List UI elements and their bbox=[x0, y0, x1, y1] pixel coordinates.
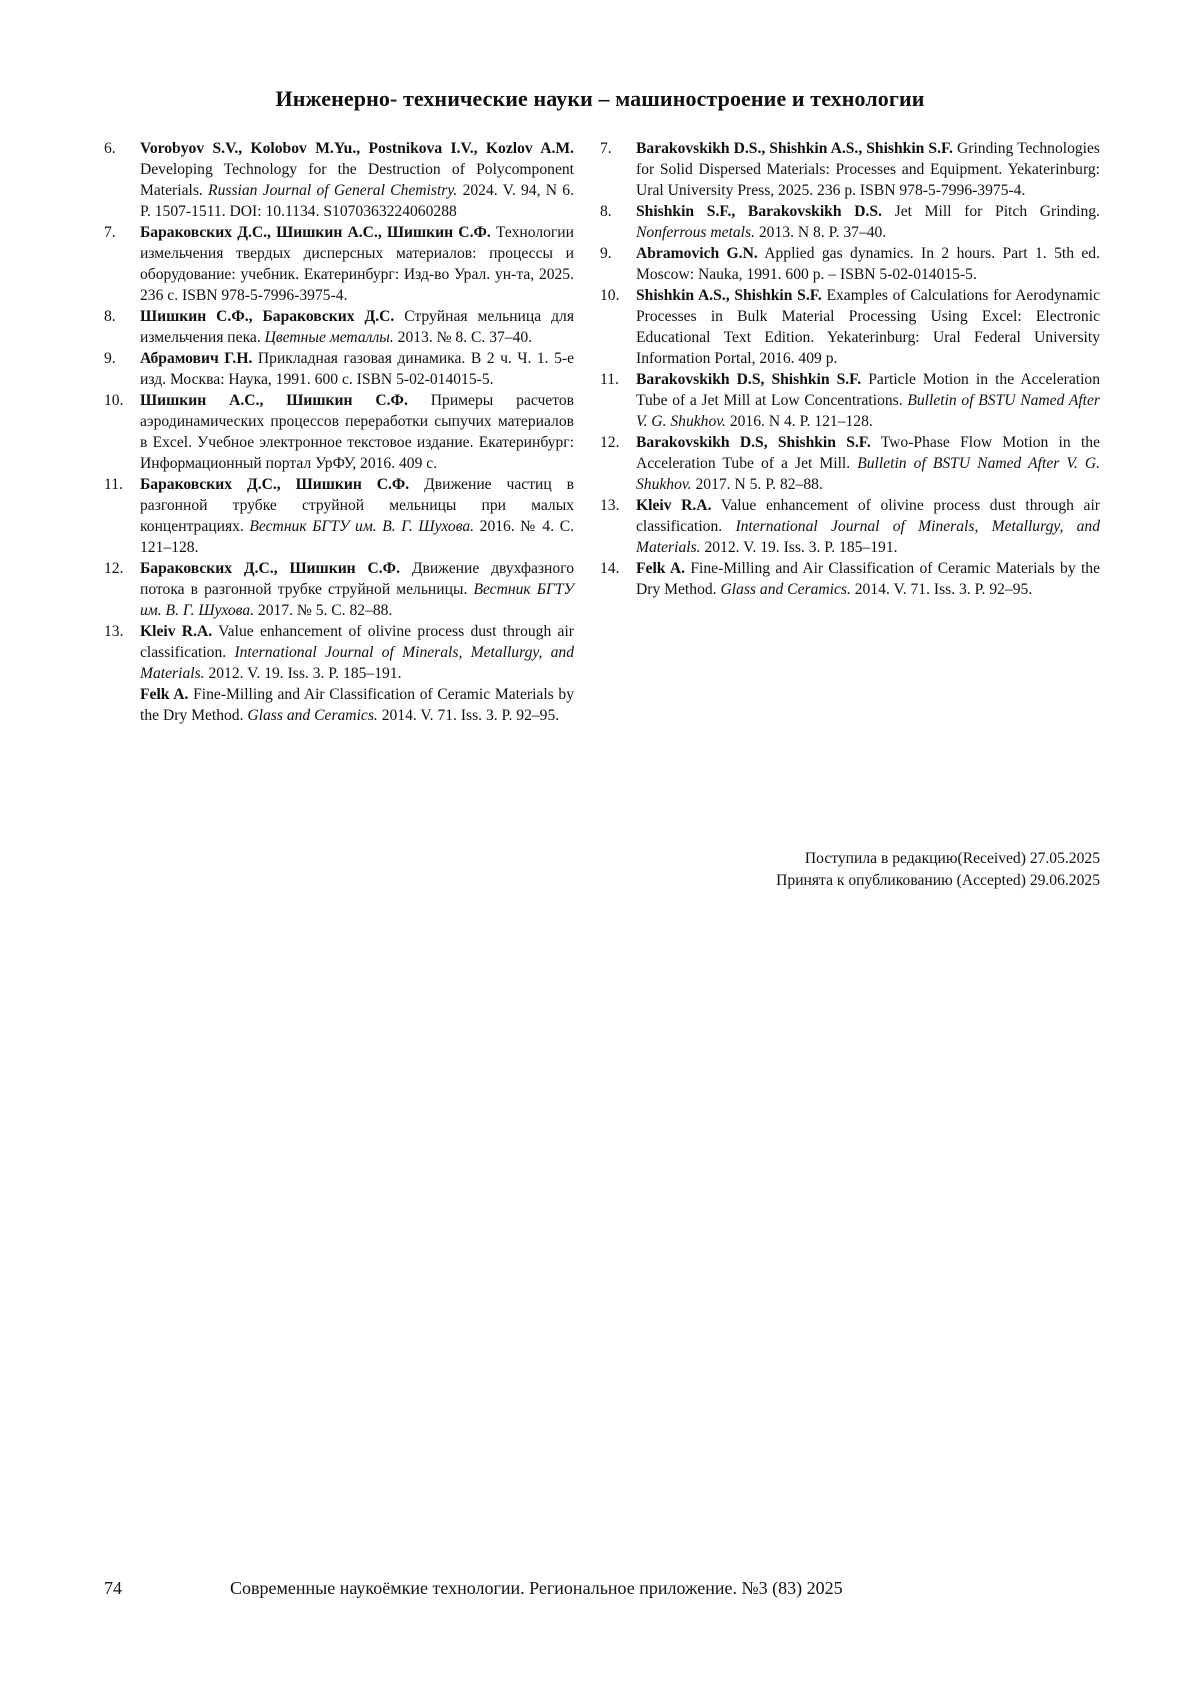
reference-text: Value enhancement of olivine process dust through air classification. bbox=[636, 497, 1100, 535]
reference-journal: Glass and Ceramics. bbox=[720, 581, 851, 598]
reference-item bbox=[600, 432, 1100, 495]
reference-item bbox=[600, 369, 1100, 432]
reference-authors: Felk A. bbox=[636, 560, 686, 577]
reference-text: Струйная мельница для измельчения пека. bbox=[140, 308, 574, 346]
reference-journal: Цветные металлы. bbox=[264, 329, 394, 346]
reference-text: Fine-Milling and Air Classification of Ceramic Materials by the Dry Method. bbox=[140, 686, 575, 724]
reference-authors: Шишкин С.Ф., Бараковских Д.С. bbox=[140, 308, 395, 325]
reference-number: 9. bbox=[104, 350, 116, 367]
reference-item bbox=[600, 138, 1100, 201]
reference-text: Движение двухфазного потока в разгонной трубке струйной мельницы. bbox=[140, 560, 574, 598]
reference-text: Particle Motion in the Acceleration Tube of a Jet Mill at Low Concentrations. bbox=[636, 371, 1100, 409]
reference-text: Applied gas dynamics. In 2 hours. Part 1. 5th ed. Moscow: Nauka, 1991. 600 p. – ISBN 5-02-014015-5. bbox=[636, 245, 1100, 283]
accepted-date: Принята к опубликованию (Accepted) 29.06.2025 bbox=[776, 872, 1100, 889]
reference-journal: International Journal of Minerals, Metallurgy, and Materials. bbox=[636, 518, 1100, 556]
reference-text: Технологии измельчения твердых дисперсных материалов: процессы и оборудование: учебник. Екатеринбург: Изд-во Урал. ун-та, 2025. 236 с. ISBN 978-5-7996-3975-4. bbox=[140, 224, 574, 304]
reference-text: Движение частиц в разгонной трубке струйной мельницы при малых концентрациях. bbox=[140, 476, 574, 535]
reference-tail: 2013. N 8. P. 37–40. bbox=[754, 224, 887, 241]
reference-text: Value enhancement of olivine process dust through air classification. bbox=[140, 623, 575, 661]
reference-journal: Nonferrous metals. bbox=[636, 224, 755, 241]
reference-tail: 2012. V. 19. Iss. 3. P. 185–191. bbox=[204, 665, 402, 682]
reference-journal: International Journal of Minerals, Metallurgy, and Materials. bbox=[140, 644, 574, 682]
reference-number: 7. bbox=[104, 224, 116, 241]
reference-text: Jet Mill for Pitch Grinding. bbox=[881, 203, 1100, 220]
reference-item bbox=[104, 474, 574, 558]
reference-authors: Shishkin A.S., Shishkin S.F. bbox=[636, 287, 822, 304]
reference-authors: Шишкин А.С., Шишкин С.Ф. bbox=[140, 392, 408, 409]
reference-tail: 2014. V. 71. Iss. 3. P. 92–95. bbox=[850, 581, 1033, 598]
reference-number: 12. bbox=[600, 434, 620, 451]
reference-authors: Бараковских Д.С., Шишкин С.Ф. bbox=[140, 560, 400, 577]
reference-journal: Russian Journal of General Chemistry. bbox=[208, 182, 458, 199]
reference-authors: Kleiv R.A. bbox=[636, 497, 712, 514]
reference-tail: 2017. № 5. С. 82–88. bbox=[254, 602, 393, 619]
references-left-column bbox=[104, 138, 574, 726]
references-right-column bbox=[600, 138, 1100, 600]
reference-number: 8. bbox=[104, 308, 116, 325]
received-date: Поступила в редакцию(Received) 27.05.2025 bbox=[804, 850, 1100, 867]
reference-text: Grinding Technologies for Solid Dispersed Materials: Processes and Equipment. Yekaterinburg: Ural University Press, 2025. 236 p. ISBN 978-5-7996-3975-4. bbox=[636, 140, 1100, 199]
reference-text: Two-Phase Flow Motion in the Acceleration Tube of a Jet Mill. bbox=[636, 434, 1100, 472]
reference-number: 11. bbox=[104, 476, 123, 493]
reference-number: 6. bbox=[104, 140, 116, 157]
reference-number: 10. bbox=[600, 287, 620, 304]
reference-tail: 2016. № 4. С. 121–128. bbox=[140, 518, 574, 556]
reference-tail: 2017. N 5. P. 82–88. bbox=[691, 476, 823, 493]
reference-authors: Kleiv R.A. bbox=[140, 623, 213, 640]
section-title: Инженерно- технические науки – машиностроение и технологии bbox=[275, 86, 925, 111]
reference-tail: 2013. № 8. С. 37–40. bbox=[393, 329, 533, 346]
reference-tail: 2014. V. 71. Iss. 3. P. 92–95. bbox=[377, 707, 560, 724]
page-header bbox=[0, 86, 1200, 112]
reference-text: Examples of Calculations for Aerodynamic Processes in Bulk Material Processing Using Excel: Electronic Educational Text Edition. Yekaterinburg: Ural Federal University Information Portal, 2016. 409 p. bbox=[636, 287, 1100, 367]
reference-number: 12. bbox=[104, 560, 124, 577]
reference-item bbox=[600, 243, 1100, 285]
reference-journal: Вестник БГТУ им. В. Г. Шухова. bbox=[140, 581, 575, 619]
reference-item bbox=[104, 306, 574, 348]
reference-tail: 2012. V. 19. Iss. 3. P. 185–191. bbox=[700, 539, 898, 556]
reference-authors: Shishkin S.F., Barakovskikh D.S. bbox=[636, 203, 882, 220]
journal-name: Современные наукоёмкие технологии. Региональное приложение. №3 (83) 2025 bbox=[230, 1578, 843, 1598]
page-number: 74 bbox=[104, 1578, 122, 1598]
reference-item bbox=[104, 138, 574, 222]
reference-text: Developing Technology for the Destruction of Polycomponent Materials. bbox=[140, 161, 574, 199]
reference-text: Прикладная газовая динамика. В 2 ч. Ч. 1. 5-е изд. Москва: Наука, 1991. 600 с. ISBN 5-02-014015-5. bbox=[140, 350, 574, 388]
reference-item bbox=[104, 558, 574, 621]
reference-authors: Vorobyov S.V., Kolobov M.Yu., Postnikova I.V., Kozlov A.M. bbox=[140, 140, 574, 157]
reference-item bbox=[104, 222, 574, 306]
reference-authors: Бараковских Д.С., Шишкин С.Ф. bbox=[140, 476, 410, 493]
reference-journal: Glass and Ceramics. bbox=[247, 707, 378, 724]
reference-authors: Бараковских Д.С., Шишкин А.С., Шишкин С.Ф. bbox=[140, 224, 491, 241]
reference-item bbox=[600, 495, 1100, 558]
reference-number: 9. bbox=[600, 245, 612, 262]
reference-item bbox=[600, 201, 1100, 243]
reference-number: 11. bbox=[600, 371, 619, 388]
reference-journal: Вестник БГТУ им. В. Г. Шухова. bbox=[249, 518, 475, 535]
reference-item bbox=[104, 684, 574, 726]
reference-journal: Bulletin of BSTU Named After V. G. Shukhov. bbox=[636, 392, 1100, 430]
reference-authors: Abramovich G.N. bbox=[636, 245, 758, 262]
reference-item bbox=[104, 390, 574, 474]
reference-tail: 2024. V. 94, N 6. P. 1507-1511. DOI: 10.1134. S1070363224060288 bbox=[140, 182, 574, 220]
reference-number: 14. bbox=[600, 560, 620, 577]
submission-dates bbox=[580, 848, 1100, 892]
reference-number: 13. bbox=[104, 623, 124, 640]
reference-tail: 2016. N 4. P. 121–128. bbox=[725, 413, 873, 430]
reference-authors: Абрамович Г.Н. bbox=[140, 350, 253, 367]
reference-text: Примеры расчетов аэродинамических процессов переработки сыпучих материалов в Excel. Учебное электронное текстовое издание. Екатеринбург: Информационный портал УрФУ, 2016. 409 с. bbox=[140, 392, 575, 472]
reference-number: 13. bbox=[600, 497, 620, 514]
reference-authors: Barakovskikh D.S, Shishkin S.F. bbox=[636, 371, 862, 388]
reference-item bbox=[104, 348, 574, 390]
reference-item bbox=[600, 285, 1100, 369]
reference-authors: Barakovskikh D.S, Shishkin S.F. bbox=[636, 434, 871, 451]
reference-authors: Felk A. bbox=[140, 686, 189, 703]
reference-number: 8. bbox=[600, 203, 612, 220]
reference-text: Fine-Milling and Air Classification of Ceramic Materials by the Dry Method. bbox=[636, 560, 1100, 598]
reference-authors: Barakovskikh D.S., Shishkin A.S., Shishkin S.F. bbox=[636, 140, 953, 157]
reference-journal: Bulletin of BSTU Named After V. G. Shukhov. bbox=[636, 455, 1101, 493]
reference-item bbox=[104, 621, 574, 684]
reference-item bbox=[600, 558, 1100, 600]
reference-number: 7. bbox=[600, 140, 612, 157]
reference-number: 10. bbox=[104, 392, 124, 409]
